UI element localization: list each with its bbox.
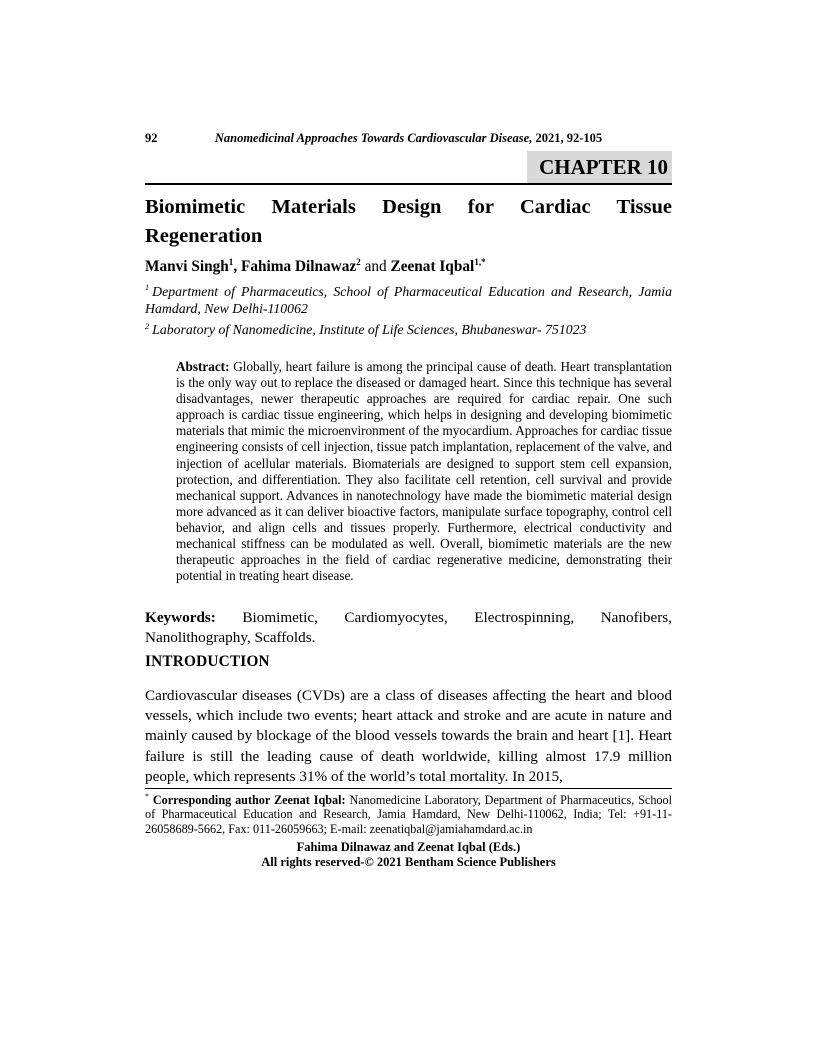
affiliation-2-text: Laboratory of Nanomedicine, Institute of Life Sciences, Bhubaneswar- 751023 xyxy=(152,322,587,338)
page-number: 92 xyxy=(145,131,158,145)
keywords-paragraph xyxy=(145,608,672,648)
authors-line xyxy=(145,258,672,276)
page-header xyxy=(145,131,672,146)
keywords-label: Keywords: xyxy=(145,609,216,626)
chapter-banner xyxy=(145,151,672,185)
abstract-label: Abstract: xyxy=(176,359,230,374)
introduction-paragraph: Cardiovascular diseases (CVDs) are a class of diseases affecting the heart and blood vessels, which include two events; heart attack and stroke and are acute in nature and mainly caused by blockage of the blood vessels towards the brain and heart [1]. Heart failure is still the leading cause of death worldwide, killing almost 17.9 million people, which represents 31% of the world’s total mortality. In 2015, xyxy=(145,687,672,785)
affiliation-1-marker: 1 xyxy=(145,283,150,293)
running-head xyxy=(145,131,672,146)
chapter-badge: CHAPTER 10 xyxy=(527,151,672,183)
affiliation-1-text: Department of Pharmaceutics, School of Pharmaceutical Education and Research, Jamia Hamdard, New Delhi-110062 xyxy=(145,284,672,316)
affiliation-1 xyxy=(145,284,672,317)
running-head-pages: 2021, 92-105 xyxy=(532,131,603,145)
author-name-1: Manvi Singh$^1$, xyxy=(145,256,241,275)
page-footer xyxy=(145,840,672,869)
author-1-affil-marker: 1 xyxy=(228,256,234,267)
author-name-3: Zeenat Iqbal$^{1,*}$ xyxy=(390,256,486,275)
corresponding-author-footnote xyxy=(145,788,672,836)
footer-editors: Fahima Dilnawaz and Zeenat Iqbal (Eds.) xyxy=(296,840,521,854)
affiliations xyxy=(145,284,672,344)
chapter-title: Biomimetic Materials Design for Cardiac Tissue Regeneration xyxy=(145,196,672,247)
author-conjunction: and xyxy=(360,258,391,275)
footnote-text: Nanomedicine Laboratory, Department of Pharmaceutics, School of Pharmaceutical Education and Research, Jamia Hamdard, New Delhi-110062, India; Tel: +91-11-26058689-5662, Fax: 011-26059663; E-mail: zeenatiqbal@jamiahamdard.ac.in xyxy=(145,793,672,836)
footnote-label: Corresponding author Zeenat Iqbal: xyxy=(148,793,346,807)
abstract-paragraph xyxy=(176,359,672,584)
running-head-book-title: Nanomedicinal Approaches Towards Cardiovascular Disease, xyxy=(214,131,533,145)
text-column xyxy=(145,0,672,1056)
affiliation-2 xyxy=(145,322,672,339)
footnote-asterisk: * xyxy=(145,791,149,801)
author-3-affil-marker: 1,* xyxy=(474,256,486,267)
footer-copyright: All rights reserved-© 2021 Bentham Science Publishers xyxy=(261,854,556,869)
keywords-text: Biomimetic, Cardiomyocytes, Electrospinning, Nanofibers, Nanolithography, Scaffolds. xyxy=(145,609,672,647)
author-separator: , xyxy=(233,258,241,275)
affiliation-2-marker: 2 xyxy=(145,321,150,331)
author-name-2: Fahima Dilnawaz$^2$ xyxy=(241,256,361,275)
abstract-text: Globally, heart failure is among the principal cause of death. Heart transplantation is the only way out to replace the diseased or damaged heart. Since this technique has several disadvantages, newer therapeutic approaches are required for cardiac repair. One such approach is cardiac tissue engineering, which helps in designing and developing biomimetic materials that mimic the microenvironment of the myocardium. Approaches for cardiac tissue engineering consists of cell injection, tissue patch implantation, replacement of the valve, and injection of acellular materials. Biomaterials are designed to support stem cell expansion, protection, and differentiation. They also facilitate cell retention, cell survival and provide mechanical support. Advances in nanotechnology have made the biomimetic material design more advanced as it can deliver bioactive factors, manipulate surface topography, control cell behavior, and align cells and tissues properly. Furthermore, electrical conductivity and mechanical stiffness can be modulated as well. Overall, biomimetic materials are the new therapeutic approaches in the field of cardiac regenerative medicine, demonstrating their potential in treating heart disease. xyxy=(176,359,672,584)
section-heading-introduction: INTRODUCTION xyxy=(145,653,270,670)
author-2-affil-marker: 2 xyxy=(356,256,361,267)
